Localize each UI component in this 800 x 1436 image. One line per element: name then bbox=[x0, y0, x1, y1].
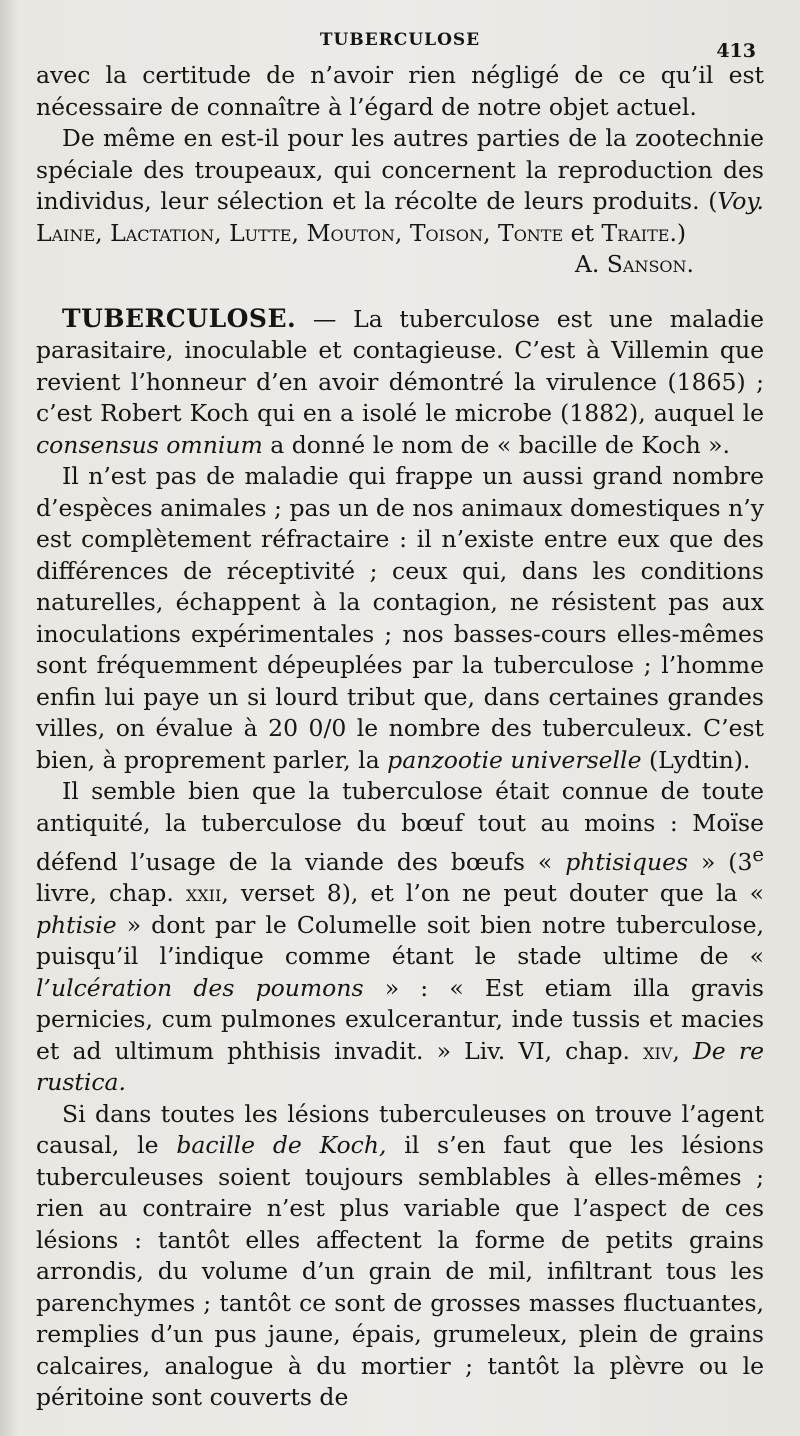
page-body bbox=[36, 60, 764, 1414]
article-paragraph-4: Si dans toutes les lésions tuberculeuses on trouve l’agent causal, le bacille de Koch, il s’en faut que les lésions tuberculeuses soient toujours semblables à elles-mêmes ; rien au contraire n’est plus variable que l’aspect de ces lésions : tantôt elles affectent la forme de petits grains arrondis, du volume d’un grain de mil, infiltrant tous les parenchymes ; tantôt ce sont de grosses masses fluctuantes, remplies d’un pus jaune, épais, grumeleux, plein de grains calcaires, analogue à du mortier ; tantôt la plèvre ou le péritoine sont couverts de bbox=[36, 1099, 764, 1412]
cross-ref-laine: Laine bbox=[36, 218, 96, 247]
voy-abbrev: Voy. bbox=[717, 187, 764, 215]
cross-ref-lactation: Lactation bbox=[110, 218, 215, 247]
page-number: 413 bbox=[716, 40, 756, 62]
cross-ref-toison: Toison bbox=[409, 218, 484, 247]
running-header bbox=[36, 30, 764, 60]
cross-ref-traite: Traite bbox=[601, 218, 670, 247]
article-paragraph-1: TUBERCULOSE. — La tuberculose est une maladie parasitaire, inoculable et contagieuse. C’est à Villemin que revient l’honneur d’en avoir démontré la virulence (1865) ; c’est Robert Koch qui en a isolé le microbe (1882), auquel le consensus omnium a donné le nom de « bacille de Koch ». bbox=[36, 303, 764, 459]
author-signature: A. Sanson. bbox=[574, 250, 694, 278]
continuation-paragraph-2: De même en est-il pour les autres parties de la zootechnie spéciale des troupeaux, qui concernent la reproduction des individus, leur sélection et la récolte de leurs produits. (Voy. Laine, Lactation, Lutte, Mouton, Toison, Tonte et Traite.) bbox=[36, 124, 764, 247]
cross-ref-mouton: Mouton bbox=[306, 218, 395, 247]
continuation-paragraph-1: avec la certitude de n’avoir rien négligé de ce qu’il est nécessaire de connaître à l’égard de notre objet actuel. bbox=[36, 61, 764, 121]
cross-ref-lutte: Lutte bbox=[229, 218, 292, 247]
cross-ref-tonte: Tonte bbox=[498, 218, 564, 247]
article-paragraph-2: Il n’est pas de maladie qui frappe un aussi grand nombre d’espèces animales ; pas un de nos animaux domestiques n’y est complètement réfractaire : il n’existe entre eux que des différences de réceptivité ; ceux qui, dans les conditions naturelles, échappent à la contagion, ne résistent pas aux inoculations expérimentales ; nos basses-cours elles-mêmes sont fréquemment dépeuplées par la tuberculose ; l’homme enfin lui paye un si lourd tribut que, dans certaines grandes villes, on évalue à 20 0/0 le nombre des tuberculeux. C’est bien, à proprement parler, la panzootie universelle (Lydtin). bbox=[36, 462, 764, 774]
article-paragraph-3: Il semble bien que la tuberculose était connue de toute antiquité, la tuberculose du bœuf tout au moins : Moïse défend l’usage de la viande des bœufs « phtisiques » (3e livre, chap. xxii, verset 8), et l’on ne peut douter que la « phtisie » dont par le Columelle soit bien notre tuberculose, puisqu’il l’indique comme étant le stade ultime de « l’ulcération des poumons » : « Est etiam illa gravis pernicies, cum pulmones exulcerantur, inde tussis et macies et ad ultimum phthisis invadit. » Liv. VI, chap. xiv, De re rustica. bbox=[36, 777, 765, 1097]
running-title: TUBERCULOSE bbox=[319, 30, 481, 50]
article-headword: TUBERCULOSE. bbox=[62, 303, 297, 333]
